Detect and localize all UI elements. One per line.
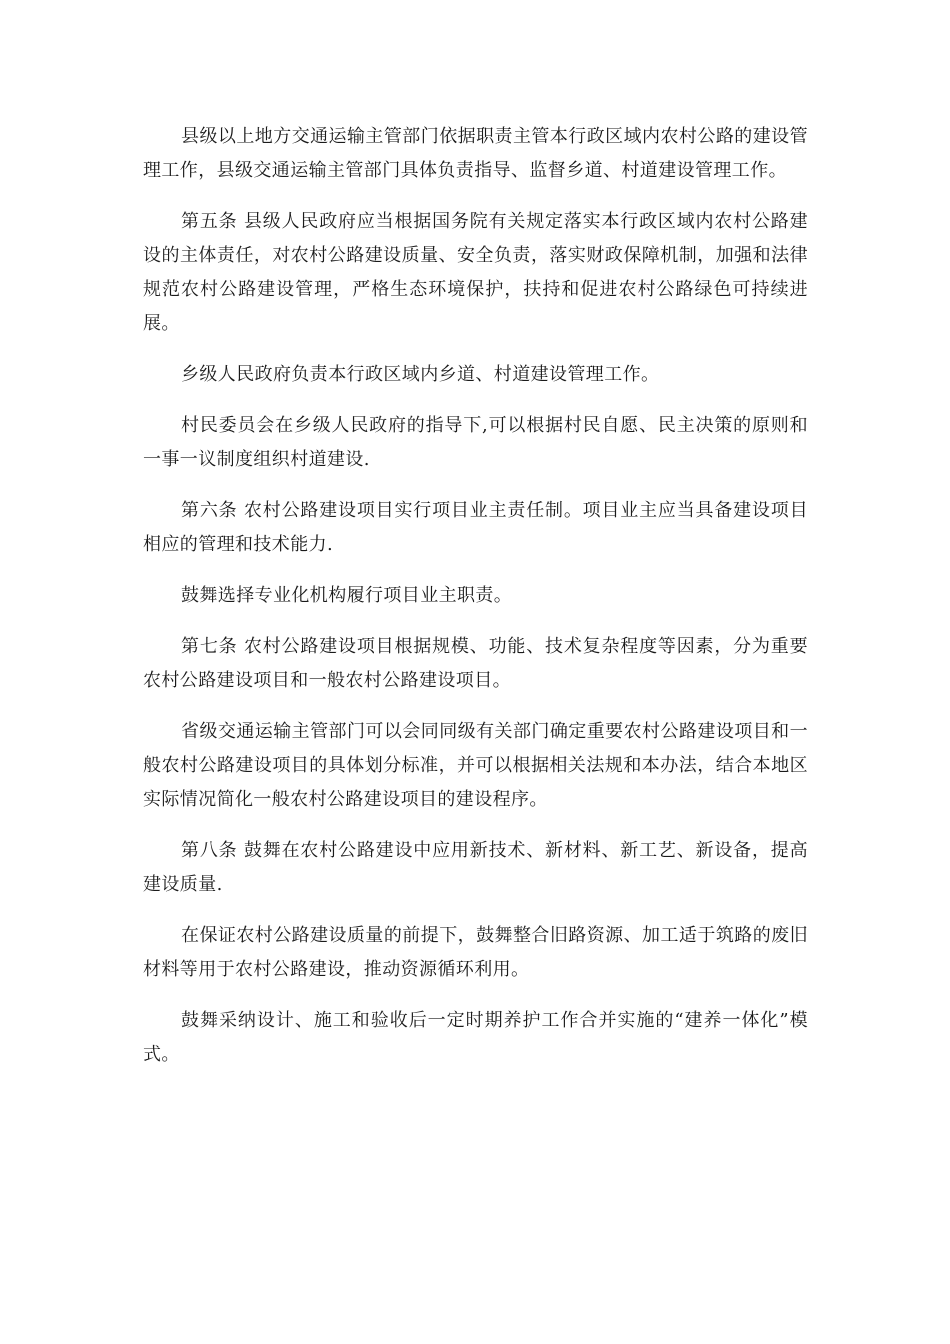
paragraph-villagers-committee: 村民委员会在乡级人民政府的指导下,可以根据村民自愿、民主决策的原则和一事一议制度组织村道建设.	[143, 415, 808, 470]
paragraph-county-transport-duties: 县级以上地方交通运输主管部门依据职责主管本行政区域内农村公路的建设管理工作，县级交通运输主管部门具体负责指导、监督乡道、村道建设管理工作。	[143, 126, 808, 181]
paragraph-article-5: 第五条 县级人民政府应当根据国务院有关规定落实本行政区域内农村公路建设的主体责任，对农村公路建设质量、安全负责，落实财政保障机制，加强和法律规范农村公路建设管理，严格生态环境保护，扶持和促进农村公路绿色可持续进展。	[143, 211, 808, 334]
paragraph-article-8: 第八条 鼓舞在农村公路建设中应用新技术、新材料、新工艺、新设备，提高建设质量.	[143, 840, 808, 895]
paragraph-provincial-standards: 省级交通运输主管部门可以会同同级有关部门确定重要农村公路建设项目和一般农村公路建设项目的具体划分标准，并可以根据相关法规和本办法，结合本地区实际情况简化一般农村公路建设项目的建设程序。	[143, 721, 808, 810]
document-body	[143, 120, 808, 1089]
paragraph-article-6: 第六条 农村公路建设项目实行项目业主责任制。项目业主应当具备建设项目相应的管理和技术能力.	[143, 500, 808, 555]
paragraph-article-7: 第七条 农村公路建设项目根据规模、功能、技术复杂程度等因素，分为重要农村公路建设项目和一般农村公路建设项目。	[143, 636, 808, 691]
paragraph-professional-agency: 鼓舞选择专业化机构履行项目业主职责。	[181, 585, 513, 606]
paragraph-recycling-materials: 在保证农村公路建设质量的前提下，鼓舞整合旧路资源、加工适于筑路的废旧材料等用于农村公路建设，推动资源循环利用。	[143, 925, 808, 980]
paragraph-build-maintain-integration: 鼓舞采纳设计、施工和验收后一定时期养护工作合并实施的“建养一体化”模式。	[143, 1010, 808, 1065]
paragraph-township-government: 乡级人民政府负责本行政区域内乡道、村道建设管理工作。	[181, 364, 660, 385]
